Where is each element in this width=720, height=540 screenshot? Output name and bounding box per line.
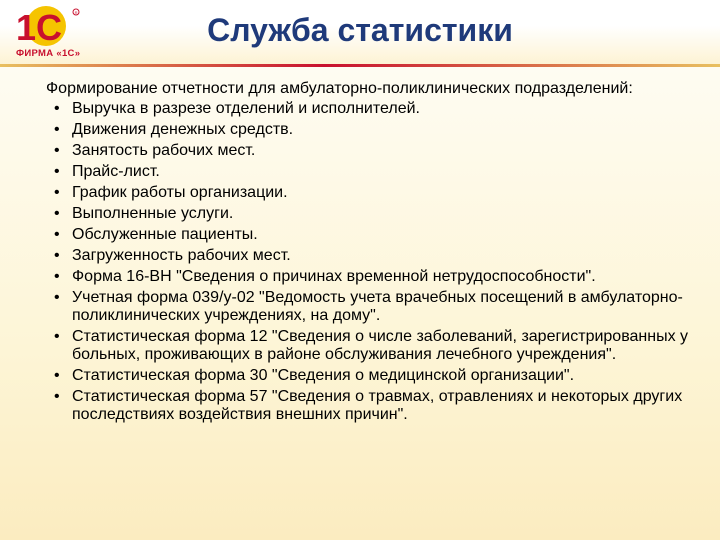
bullet-icon: • (54, 289, 60, 306)
list-item (46, 289, 706, 325)
bullet-icon: • (54, 184, 60, 201)
list-item-text: Движения денежных средств. (72, 121, 294, 138)
bullet-icon: • (54, 205, 60, 222)
intro-text: Формирование отчетности для амбулаторно-поликлинических подразделений: (46, 80, 633, 97)
bullet-icon: • (54, 121, 60, 138)
list-item (46, 163, 706, 181)
list-item-text: Загруженность рабочих мест. (72, 247, 291, 264)
logo-1c (6, 4, 86, 60)
bullet-icon: • (54, 328, 60, 345)
list-item (46, 205, 706, 223)
list-item (46, 100, 706, 118)
list-item (46, 226, 706, 244)
bullet-icon: • (54, 226, 60, 243)
list-item-text: Учетная форма 039/у-02 "Ведомость учета врачебных посещений в амбулаторно-поликлинических учреждениях, на дому". (72, 289, 683, 324)
content-body (46, 80, 706, 427)
list-item-text: Статистическая форма 12 "Сведения о числе заболеваний, зарегистрированных у больных, проживающих в районе обслуживания лечебного учреждения". (72, 328, 689, 363)
list-item (46, 388, 706, 424)
bullet-icon: • (54, 142, 60, 159)
list-item-text: Выполненные услуги. (72, 205, 234, 222)
list-item (46, 328, 706, 364)
logo-mark-text: 1С (16, 7, 63, 48)
bullet-icon: • (54, 388, 60, 405)
list-item-text: Статистическая форма 30 "Сведения о медицинской организации". (72, 367, 575, 384)
bullet-icon: • (54, 247, 60, 264)
bullet-icon: • (54, 367, 60, 384)
report-list (46, 100, 706, 424)
slide-header (0, 0, 720, 64)
list-item-text: Форма 16-ВН "Сведения о причинах временной нетрудоспособности". (72, 268, 596, 285)
list-item-text: Прайс-лист. (72, 163, 160, 180)
list-item (46, 247, 706, 265)
logo-1c-mark-icon (6, 4, 86, 48)
list-item (46, 121, 706, 139)
list-item (46, 268, 706, 286)
list-item-text: Занятость рабочих мест. (72, 142, 256, 159)
page-title: Служба статистики (207, 12, 513, 48)
bullet-icon: • (54, 100, 60, 117)
bullet-icon: • (54, 163, 60, 180)
list-item (46, 184, 706, 202)
list-item (46, 367, 706, 385)
list-item-text: Статистическая форма 57 "Сведения о травмах, отравлениях и некоторых других последствиях воздействия внешних причин". (72, 388, 683, 423)
svg-text:R: R (74, 10, 78, 15)
list-item-text: График работы организации. (72, 184, 288, 201)
list-item-text: Обслуженные пациенты. (72, 226, 258, 243)
list-item-text: Выручка в разрезе отделений и исполнителей. (72, 100, 420, 117)
logo-caption: ФИРМА «1С» (16, 48, 81, 59)
bullet-icon: • (54, 268, 60, 285)
list-item (46, 142, 706, 160)
